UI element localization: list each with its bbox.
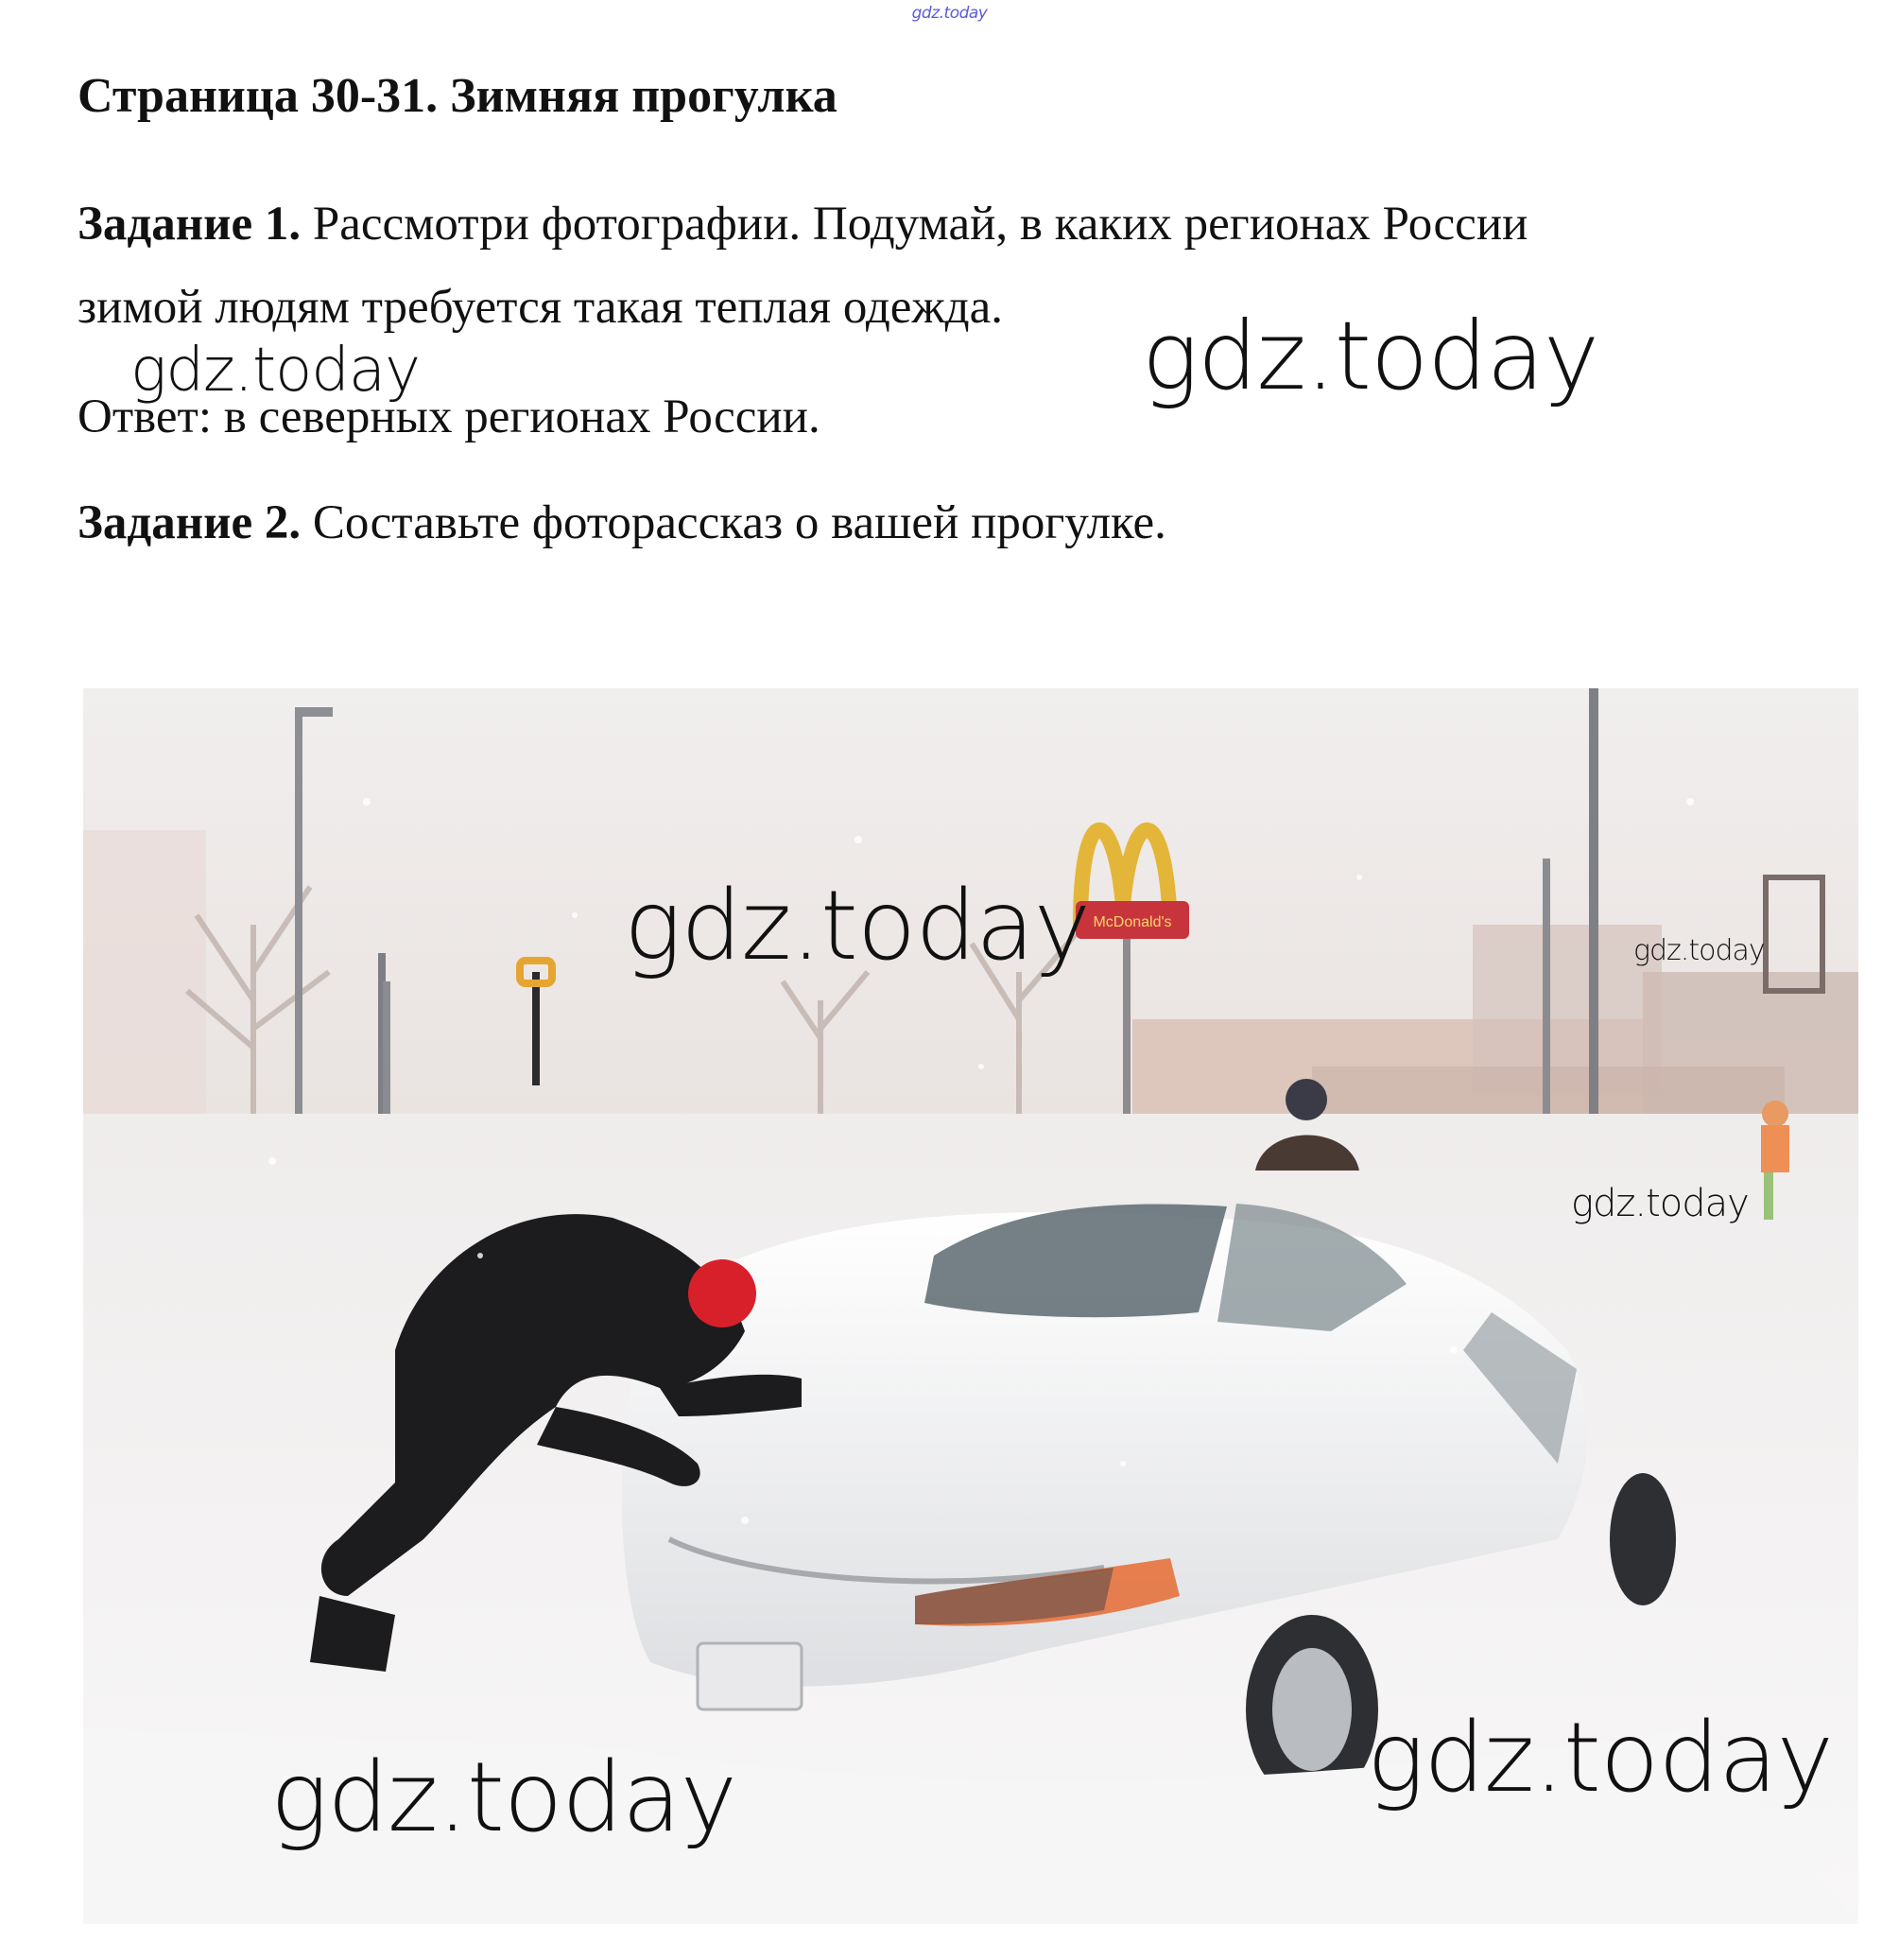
task1-text-line1: Рассмотри фотографии. Подумай, в каких регионах России xyxy=(301,198,1528,251)
task2-line xyxy=(78,495,1166,550)
task1-answer: Ответ: в северных регионах России. xyxy=(78,390,820,443)
watermark-text: gdz.today xyxy=(1367,1702,1833,1814)
task1-line1 xyxy=(78,197,1528,252)
task2-text: Составьте фоторассказ о вашей прогулке. xyxy=(301,496,1166,549)
task1-line2: зимой людям требуется такая теплая одежда. xyxy=(78,281,1004,334)
header-watermark: gdz.today xyxy=(911,4,988,23)
task1-label: Задание 1. xyxy=(78,198,302,251)
watermark-text: gdz.today xyxy=(1142,301,1599,411)
page-title: Страница 30-31. Зимняя прогулка xyxy=(78,69,837,123)
watermark-text: gdz.today xyxy=(1633,934,1765,967)
task2-label: Задание 2. xyxy=(78,496,302,549)
sign-text: McDonald's xyxy=(1093,914,1172,930)
watermark-text: gdz.today xyxy=(1571,1182,1749,1225)
watermark-text: gdz.today xyxy=(624,870,1090,982)
watermark-text: gdz.today xyxy=(270,1742,736,1854)
watermark-text: gdz.today xyxy=(130,336,420,406)
